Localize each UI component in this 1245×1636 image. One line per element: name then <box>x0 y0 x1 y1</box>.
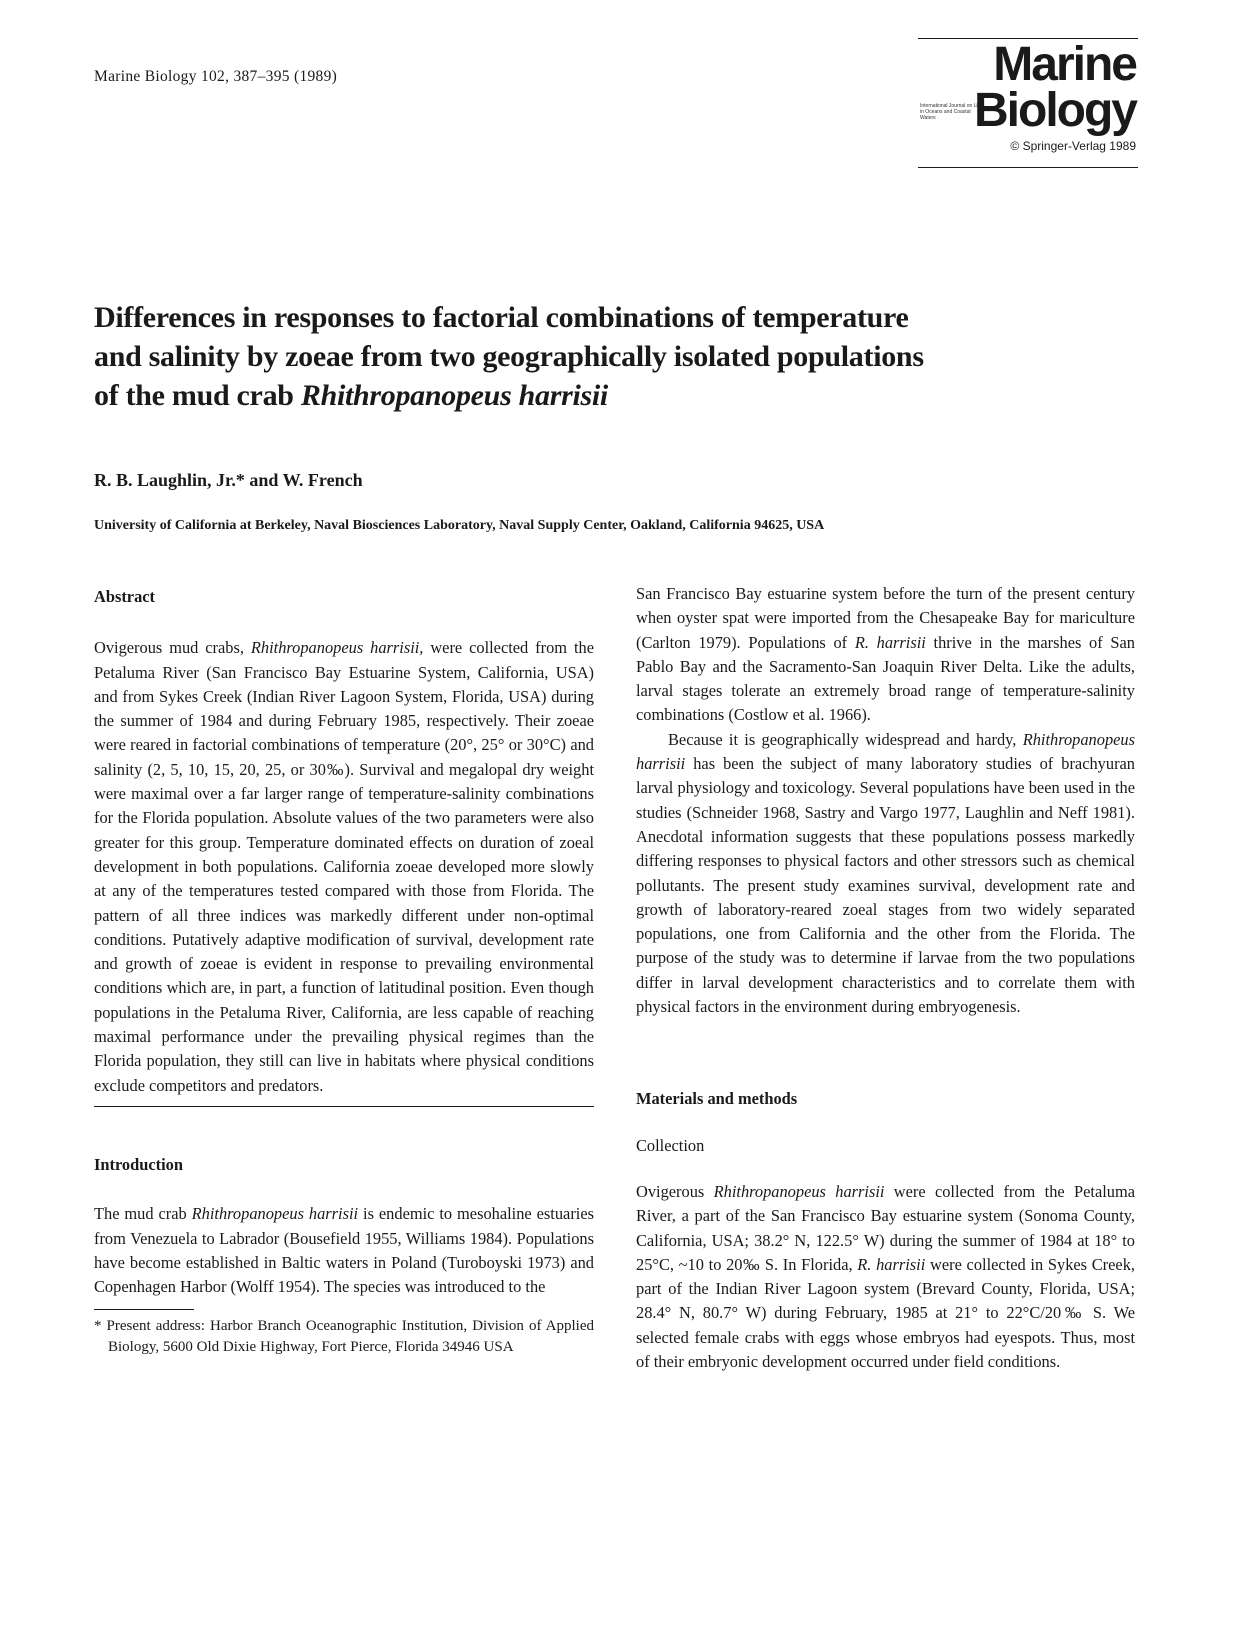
introduction-text <box>94 1202 594 1299</box>
abstract-text-part: Ovigerous mud crabs, <box>94 638 251 658</box>
left-column <box>94 585 594 1358</box>
title-line-2: and salinity by zoeae from two geographically isolated populations <box>94 340 924 373</box>
collection-paragraph <box>636 1180 1135 1374</box>
logo-biology-text: Biology <box>974 84 1136 137</box>
species-name: R. harrisii <box>857 1254 926 1274</box>
copyright-notice: © Springer-Verlag 1989 <box>1010 139 1136 153</box>
species-name: R. harrisii <box>854 632 926 652</box>
species-name: Rhithropanopeus harrisii <box>713 1181 885 1201</box>
intro-paragraph-2 <box>636 728 1135 1020</box>
intro-continued-paragraph <box>636 582 1135 728</box>
authors: R. B. Laughlin, Jr.* and W. French <box>94 470 363 490</box>
collection-subheading: Collection <box>636 1135 705 1155</box>
text-part: San Francisco Bay estuarine system before the turn of the present century when oyster spat were imported from the Chesapeake Bay for mariculture (Carlton 1979). Populations of <box>636 584 1135 652</box>
affiliation: University of California at Berkeley, Naval Biosciences Laboratory, Naval Supply Center, Oakland, California 94625, USA <box>94 518 825 533</box>
text-part: Ovigerous <box>636 1181 714 1201</box>
text-part: were collected from the Petaluma River, a part of the San Francisco Bay estuarine system (Sonoma County, California, USA; 38.2° N, 122.5° W) during the summer of 1984 at 18° to 25°C, ~10 to 20‰ S. In Florida, <box>636 1181 1135 1274</box>
species-name: Rhithropanopeus harrisii <box>636 729 1135 774</box>
intro-text-part: The mud crab <box>94 1204 192 1224</box>
title-line-3: of the mud crab <box>94 379 301 412</box>
methods-heading: Materials and methods <box>636 1089 798 1109</box>
paper-title <box>94 298 1104 415</box>
right-column <box>636 582 1135 1374</box>
introduction-heading: Introduction <box>94 1154 183 1174</box>
text-part: were collected in Sykes Creek, part of the Indian River Lagoon system (Brevard County, Florida, USA; 28.4° N, 80.7° W) during February, 1985 at 21° to 22°C/20‰ S. We selected female crabs with eggs whose embryos had eyespots. Thus, most of their embryonic development occurred under field conditions. <box>636 1254 1135 1372</box>
intro-text-part: is endemic to mesohaline estuaries from Venezuela to Labrador (Bousefield 1955, Williams 1984). Populations have become established in Baltic waters in Poland (Turoboyski 1973) and Copenhagen Harbor (Wolff 1954). The species was introduced to the <box>94 1204 594 1297</box>
journal-logo <box>918 38 1138 168</box>
text-part: Because it is geographically widespread and hardy, <box>668 729 1023 749</box>
title-line-1: Differences in responses to factorial combinations of temperature <box>94 301 909 334</box>
text-part: thrive in the marshes of San Pablo Bay and the Sacramento-San Joaquin River Delta. Like the adults, larval stages tolerate an extremely broad range of temperature-salinity combinations (Costlow et al. 1966). <box>636 632 1135 725</box>
abstract-text-part: were collected from the Petaluma River (San Francisco Bay Estuarine System, California, USA) and from Sykes Creek (Indian River Lagoon System, Florida, USA) during the summer of 1984 and during February 1985, respectively. Their zoeae were reared in factorial combinations of temperature (20°, 25° or 30°C) and salinity (2, 5, 10, 15, 20, 25, or 30‰). Survival and megalopal dry weight were maximal over a far larger range of temperature-salinity combinations for the Florida population. Absolute values of the two parameters were also greater for this group. Temperature dominated effects on duration of zoeal development in both populations. California zoeae developed more slowly at any of the temperatures tested compared with those from Florida. The pattern of all three indices was markedly different under non-optimal conditions. Putatively adaptive modification of survival, development rate and growth of zoeae is evident in response to prevailing environmental conditions which are, in part, a function of latitudinal position. Even though populations in the Petaluma River, California, are less capable of reaching maximal performance under the prevailing physical regimes than the Florida population, they still can live in habitats where physical conditions exclude competitors and predators. <box>94 638 594 1095</box>
abstract-text <box>94 636 594 1098</box>
logo-marine-text: Marine <box>993 38 1136 91</box>
species-name: Rhithropanopeus harrisii, <box>250 638 424 658</box>
text-part: has been the subject of many laboratory studies of brachyuran larval physiology and toxicology. Several populations have been used in the studies (Schneider 1968, Sastry and Vargo 1977, Laughlin and Neff 1981). Anecdotal information suggests that these populations possess markedly differing responses to physical factors and other stressors such as chemical pollutants. The present study examines survival, development rate and growth of laboratory-reared zoeal stages from two widely separated populations, one from California and the other from the Florida. The purpose of the study was to determine if larvae from the two populations differ in larval development characteristics and to correlate them with physical factors in the environment during embryogenesis. <box>636 754 1135 1017</box>
footnote-divider <box>94 1309 194 1310</box>
footnote: * Present address: Harbor Branch Oceanographic Institution, Division of Applied Biology, 5600 Old Dixie Highway, Fort Pierce, Florida 34946 USA <box>94 1318 594 1356</box>
abstract-heading: Abstract <box>94 587 155 606</box>
logo-tagline: International Journal on Life in Oceans and Coastal Waters <box>920 103 982 121</box>
journal-citation: Marine Biology 102, 387–395 (1989) <box>94 68 338 85</box>
species-name: Rhithropanopeus harrisii <box>191 1204 359 1224</box>
title-species: Rhithropanopeus harrisii <box>300 379 608 412</box>
